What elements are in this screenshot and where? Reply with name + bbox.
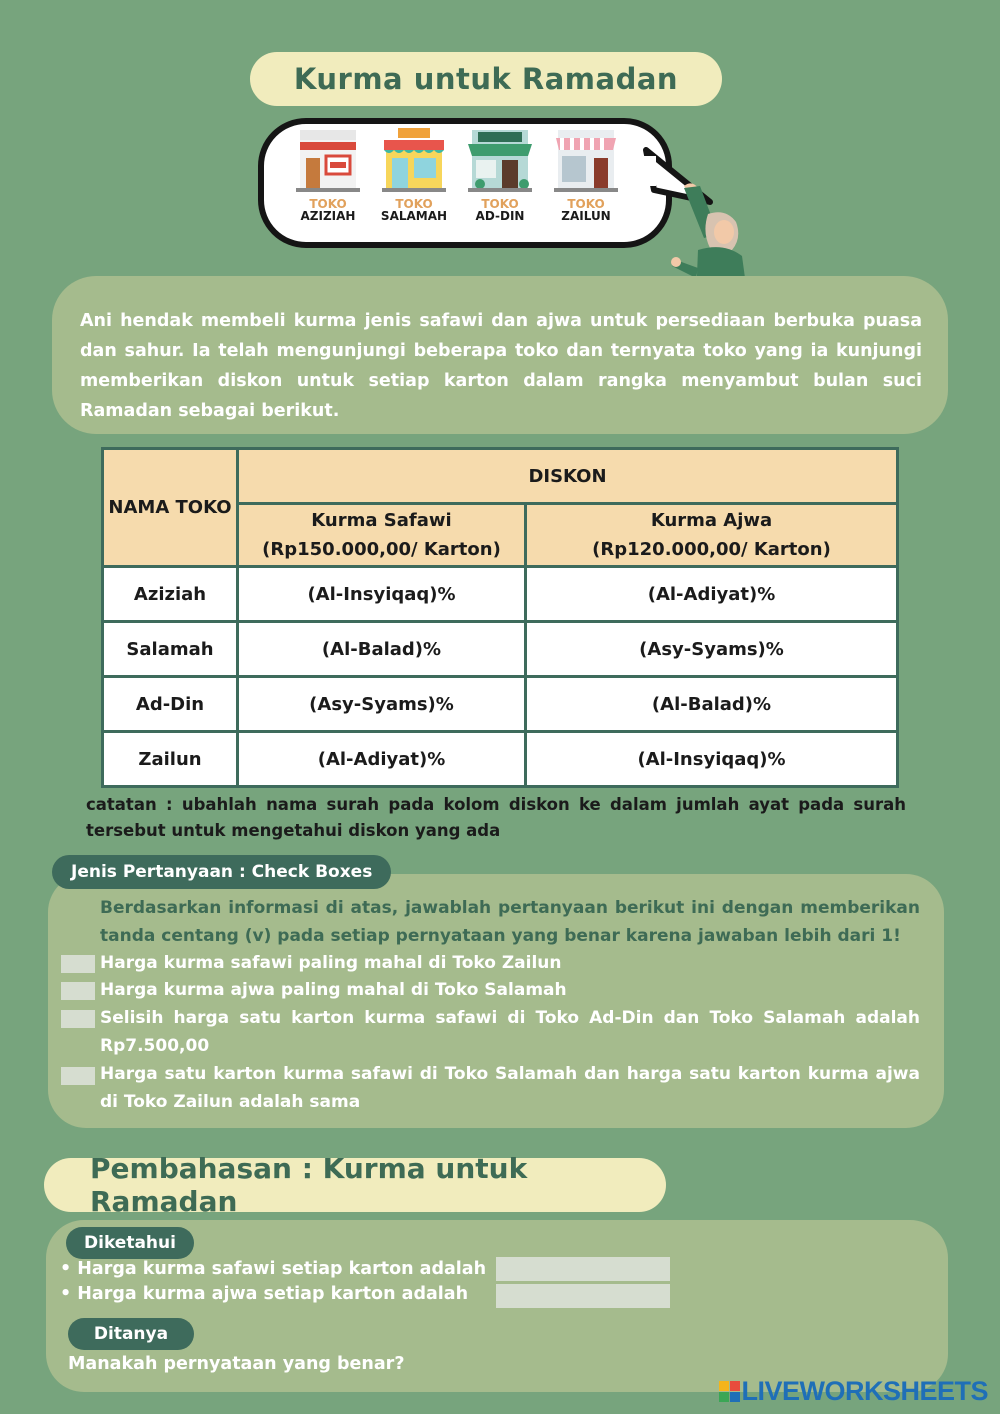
asked-tag: Ditanya: [68, 1318, 194, 1350]
discussion-title: Pembahasan : Kurma untuk Ramadan: [44, 1158, 666, 1212]
store-prefix: TOKO: [567, 197, 605, 211]
known-answer-safawi-input[interactable]: [496, 1257, 670, 1281]
cell-safawi: (Al-Insyiqaq)%: [238, 567, 526, 622]
store-name: SALAMAH: [380, 209, 448, 223]
option-2-label: Harga kurma ajwa paling mahal di Toko Salamah: [100, 980, 567, 1000]
store-name: AD-DIN: [475, 209, 525, 223]
intro-text: Ani hendak membeli kurma jenis safawi dan ajwa untuk persediaan berbuka puasa dan sahur. Ia telah mengunjungi beberapa toko dan ternyata toko yang ia kunjungi memberikan diskon untuk setiap karton dalam rangka menyambut bulan suci Ramadan sebagai berikut.: [80, 311, 922, 421]
liveworksheets-logo: [719, 1376, 988, 1407]
cell-ajwa: (Al-Insyiqaq)%: [526, 732, 898, 787]
question-prompt: Berdasarkan informasi di atas, jawablah pertanyaan berikut ini dengan memberikan tanda centang (v) pada setiap pernyataan yang benar karena jawaban lebih dari 1!: [100, 898, 920, 946]
known-item-1: • Harga kurma safawi setiap karton adalah: [60, 1259, 487, 1279]
cell-store: Zailun: [103, 732, 238, 787]
discount-table: [101, 447, 899, 788]
header-safawi-price: (Rp150.000,00/ Karton): [262, 539, 501, 560]
checkbox-option-2[interactable]: [61, 982, 95, 1000]
known-item-2: • Harga kurma ajwa setiap karton adalah: [60, 1284, 469, 1304]
liveworksheets-logo-text: LIVEWORKSHEETS: [741, 1376, 988, 1406]
checkbox-option-3[interactable]: [61, 1010, 95, 1028]
header-safawi: [238, 504, 526, 567]
cell-store: Aziziah: [103, 567, 238, 622]
known-item-2-text: Harga kurma ajwa setiap karton adalah: [77, 1284, 469, 1304]
option-1-label: Harga kurma safawi paling mahal di Toko Zailun: [100, 953, 562, 973]
store-salamah-icon: [378, 126, 450, 196]
known-answer-ajwa-input[interactable]: [496, 1284, 670, 1308]
cell-store: Salamah: [103, 622, 238, 677]
header-ajwa-name: Kurma Ajwa: [650, 510, 773, 531]
page-title: Kurma untuk Ramadan: [250, 52, 722, 106]
cell-safawi: (Asy-Syams)%: [238, 677, 526, 732]
header-ajwa: [526, 504, 898, 567]
cell-ajwa: (Al-Balad)%: [526, 677, 898, 732]
store-ad-din-icon: [464, 126, 536, 196]
option-3-label: Selisih harga satu karton kurma safawi di Toko Ad-Din dan Toko Salamah adalah Rp7.500,00: [100, 1008, 920, 1056]
cell-ajwa: (Al-Adiyat)%: [526, 567, 898, 622]
store-prefix: TOKO: [395, 197, 433, 211]
checkbox-option-1[interactable]: [61, 955, 95, 973]
intro-panel: [52, 276, 948, 434]
liveworksheets-logo-icon: [719, 1379, 741, 1405]
table-row: [103, 677, 898, 732]
header-store-name: NAMA TOKO: [103, 449, 238, 567]
table-row: [103, 732, 898, 787]
cell-ajwa: (Asy-Syams)%: [526, 622, 898, 677]
cell-store: Ad-Din: [103, 677, 238, 732]
checkbox-option-4[interactable]: [61, 1067, 95, 1085]
store-aziziah-icon: [292, 126, 364, 196]
table-note: catatan : ubahlah nama surah pada kolom diskon ke dalam jumlah ayat pada surah tersebut untuk mengetahui diskon yang ada: [86, 795, 906, 840]
question-type-tag: Jenis Pertanyaan : Check Boxes: [52, 855, 391, 889]
store-list: [292, 126, 622, 223]
store-zailun-icon: [550, 126, 622, 196]
known-item-1-text: Harga kurma safawi setiap karton adalah: [77, 1259, 487, 1279]
option-4-label: Harga satu karton kurma safawi di Toko Salamah dan harga satu karton kurma ajwa di Toko Zailun adalah sama: [100, 1064, 920, 1112]
table-row: [103, 567, 898, 622]
header-discount: DISKON: [238, 449, 898, 504]
store-salamah: [378, 126, 450, 223]
store-prefix: TOKO: [481, 197, 519, 211]
known-tag: Diketahui: [66, 1227, 194, 1259]
store-aziziah: [292, 126, 364, 223]
header-ajwa-price: (Rp120.000,00/ Karton): [592, 539, 831, 560]
store-ad-din: [464, 126, 536, 223]
cell-safawi: (Al-Balad)%: [238, 622, 526, 677]
store-name: ZAILUN: [561, 209, 611, 223]
store-name: AZIZIAH: [300, 209, 356, 223]
header-safawi-name: Kurma Safawi: [311, 510, 452, 531]
store-prefix: TOKO: [309, 197, 347, 211]
asked-text: Manakah pernyataan yang benar?: [68, 1354, 405, 1374]
store-zailun: [550, 126, 622, 223]
table-row: [103, 622, 898, 677]
cell-safawi: (Al-Adiyat)%: [238, 732, 526, 787]
